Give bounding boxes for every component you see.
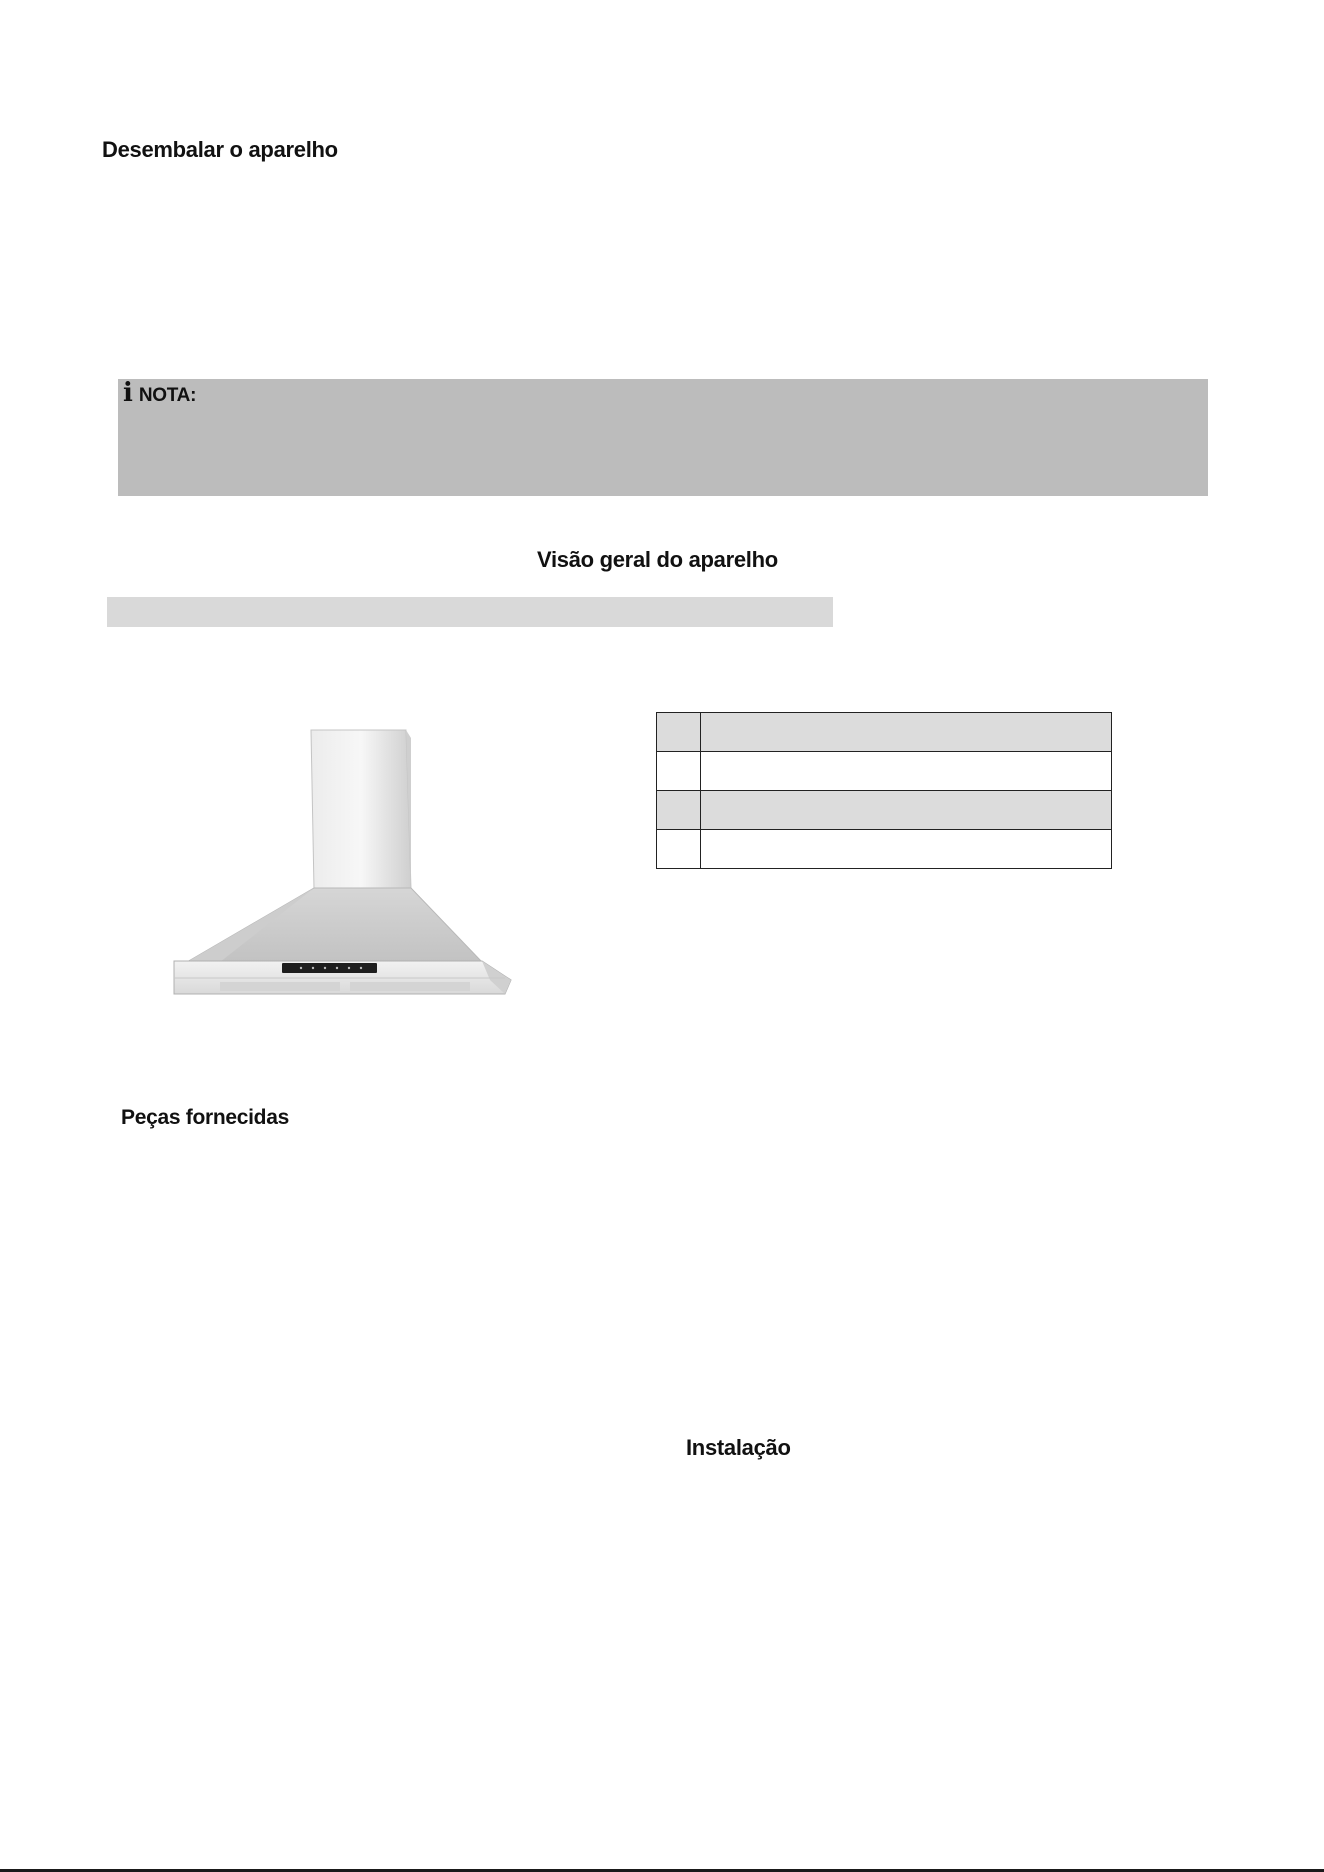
- heading-supplied-parts: Peças fornecidas: [121, 1106, 289, 1129]
- heading-overview: Visão geral do aparelho: [537, 547, 778, 572]
- legend-row: [657, 791, 1112, 830]
- legend-row: [657, 830, 1112, 869]
- heading-unpack: Desembalar o aparelho: [102, 137, 338, 162]
- legend-number-cell: [657, 713, 701, 752]
- legend-text-cell: [701, 830, 1112, 869]
- cooker-hood-image: [160, 720, 520, 1020]
- legend-text-cell: [701, 752, 1112, 791]
- note-title: NOTA:: [138, 385, 197, 406]
- legend-table: [656, 712, 1112, 869]
- legend-row: [657, 752, 1112, 791]
- info-icon: i: [123, 378, 133, 408]
- note-header: [123, 380, 196, 407]
- legend-number-cell: [657, 830, 701, 869]
- note-box: [118, 379, 1208, 496]
- legend-number-cell: [657, 791, 701, 830]
- heading-installation: Instalação: [686, 1435, 791, 1460]
- legend-row: [657, 713, 1112, 752]
- legend-text-cell: [701, 791, 1112, 830]
- legend-number-cell: [657, 752, 701, 791]
- section-divider-bar: [107, 597, 833, 627]
- legend-text-cell: [701, 713, 1112, 752]
